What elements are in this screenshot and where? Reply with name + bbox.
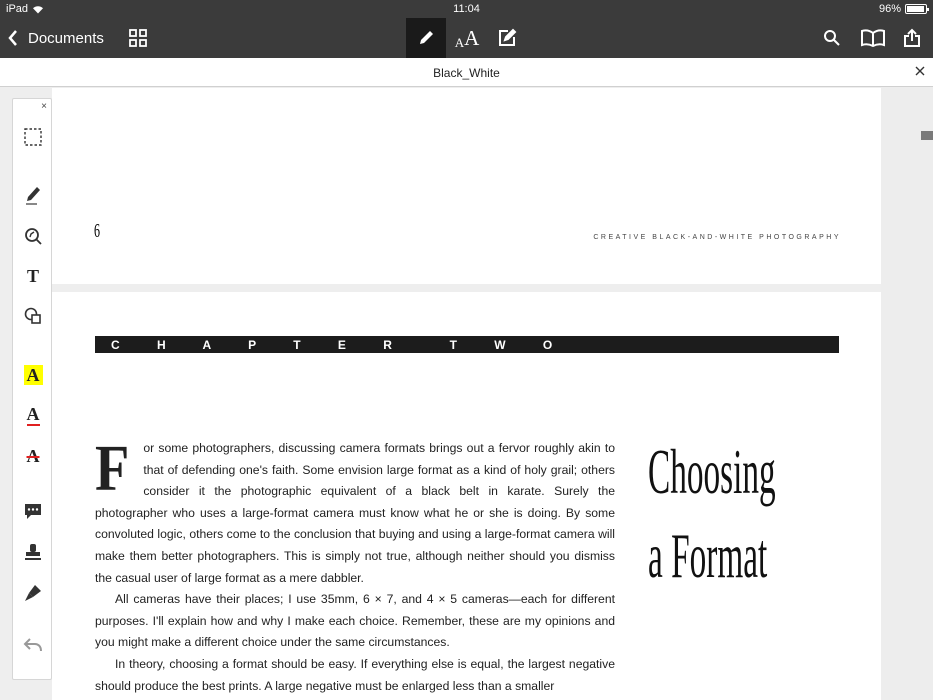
reading-mode-button[interactable] [856,18,890,58]
edit-note-icon [497,28,517,48]
status-bar [0,0,933,18]
main-toolbar [0,18,933,58]
back-button[interactable] [8,18,118,58]
battery-icon [905,4,927,14]
running-head: CREATIVE BLACK-AND-WHITE PHOTOGRAPHY [593,234,841,241]
paragraph: In theory, choosing a format should be easy. If everything else is equal, the largest negative should produce the best prints. A large negative must be enlarged less than a smaller [95,656,615,693]
pen-tool[interactable] [21,183,45,207]
underline-text-icon: A [26,403,40,424]
stamp-tool[interactable] [21,540,45,564]
search-button[interactable] [818,18,846,58]
heading-line-1: Choosing [648,436,776,507]
shapes-tool[interactable] [21,304,45,328]
device-label: iPad [6,3,29,15]
document-title: Black_White [433,66,500,80]
zoom-note-tool[interactable] [21,224,45,248]
comment-tool[interactable] [21,499,45,523]
text-tool-icon: T [26,266,39,286]
strikethrough-tool[interactable] [21,444,45,468]
comment-icon [23,501,43,521]
grid-icon [128,28,148,48]
close-document-button[interactable] [912,63,928,79]
chapter-heading [648,430,776,598]
scroll-track[interactable] [881,87,933,700]
drop-cap: F [95,432,130,505]
document-title-bar [0,58,933,87]
share-button[interactable] [898,18,926,58]
chapter-banner [95,336,839,353]
search-icon [823,29,841,47]
zoom-note-icon [23,226,43,246]
book-icon [860,29,886,47]
text-size-icon: A A [454,25,480,50]
thumbnails-button[interactable] [124,18,152,58]
share-icon [903,28,921,48]
highlighter-pen-icon [23,184,43,206]
pen-icon [417,29,435,47]
text-size-button[interactable] [448,18,486,58]
body-text [95,432,615,697]
clock: 11:04 [453,3,480,15]
paragraph: All cameras have their places; I use 35mm, 6 × 7, and 4 × 5 cameras—each for different purposes. I'll explain how and why I make each choice. Remember, these are my opinions and you might make a different choice under the same circumstances. [95,592,615,650]
selection-icon [23,127,43,147]
strikethrough-text-icon: A [26,446,40,466]
underline-tool[interactable] [21,403,45,427]
highlight-tool[interactable] [21,363,45,387]
signature-pen-icon [23,583,43,603]
undo-button[interactable] [21,633,45,657]
palette-close-button[interactable]: × [41,101,47,112]
highlight-text-icon: A [24,365,43,385]
page-previous [52,88,881,284]
shapes-icon [23,306,43,326]
heading-line-2: a Format [648,520,768,591]
battery-percent: 96% [878,3,901,15]
text-tool[interactable] [21,264,45,288]
select-tool[interactable] [21,125,45,149]
annotate-button[interactable] [406,18,446,58]
annotation-palette [12,98,52,680]
undo-icon [23,637,43,653]
chapter-label: C H A P T E R T W O [111,338,570,352]
page-current [52,292,881,700]
edit-button[interactable] [492,18,522,58]
paragraph: F or some photographers, discussing camera formats brings out a fervor roughly akin to that of defending one's faith. Some envision large format as a kind of holy grail; others consider it the photographic equivalent of a black belt in karate. Surely the photographer who uses a large-format camera must know what he or she is doing. By some convoluted logic, others come to the conclusion that buying and using a large-format camera will make them better photographers. This is simply not true, although neither should you dismiss the casual user of large format as a mere dabbler. [95,432,615,585]
back-chevron-icon [8,30,18,46]
signature-tool[interactable] [21,581,45,605]
stamp-icon [23,542,43,562]
close-icon [915,66,925,76]
page-number: 6 [94,220,100,242]
scroll-thumb[interactable] [921,131,933,140]
back-label: Documents [28,29,104,47]
